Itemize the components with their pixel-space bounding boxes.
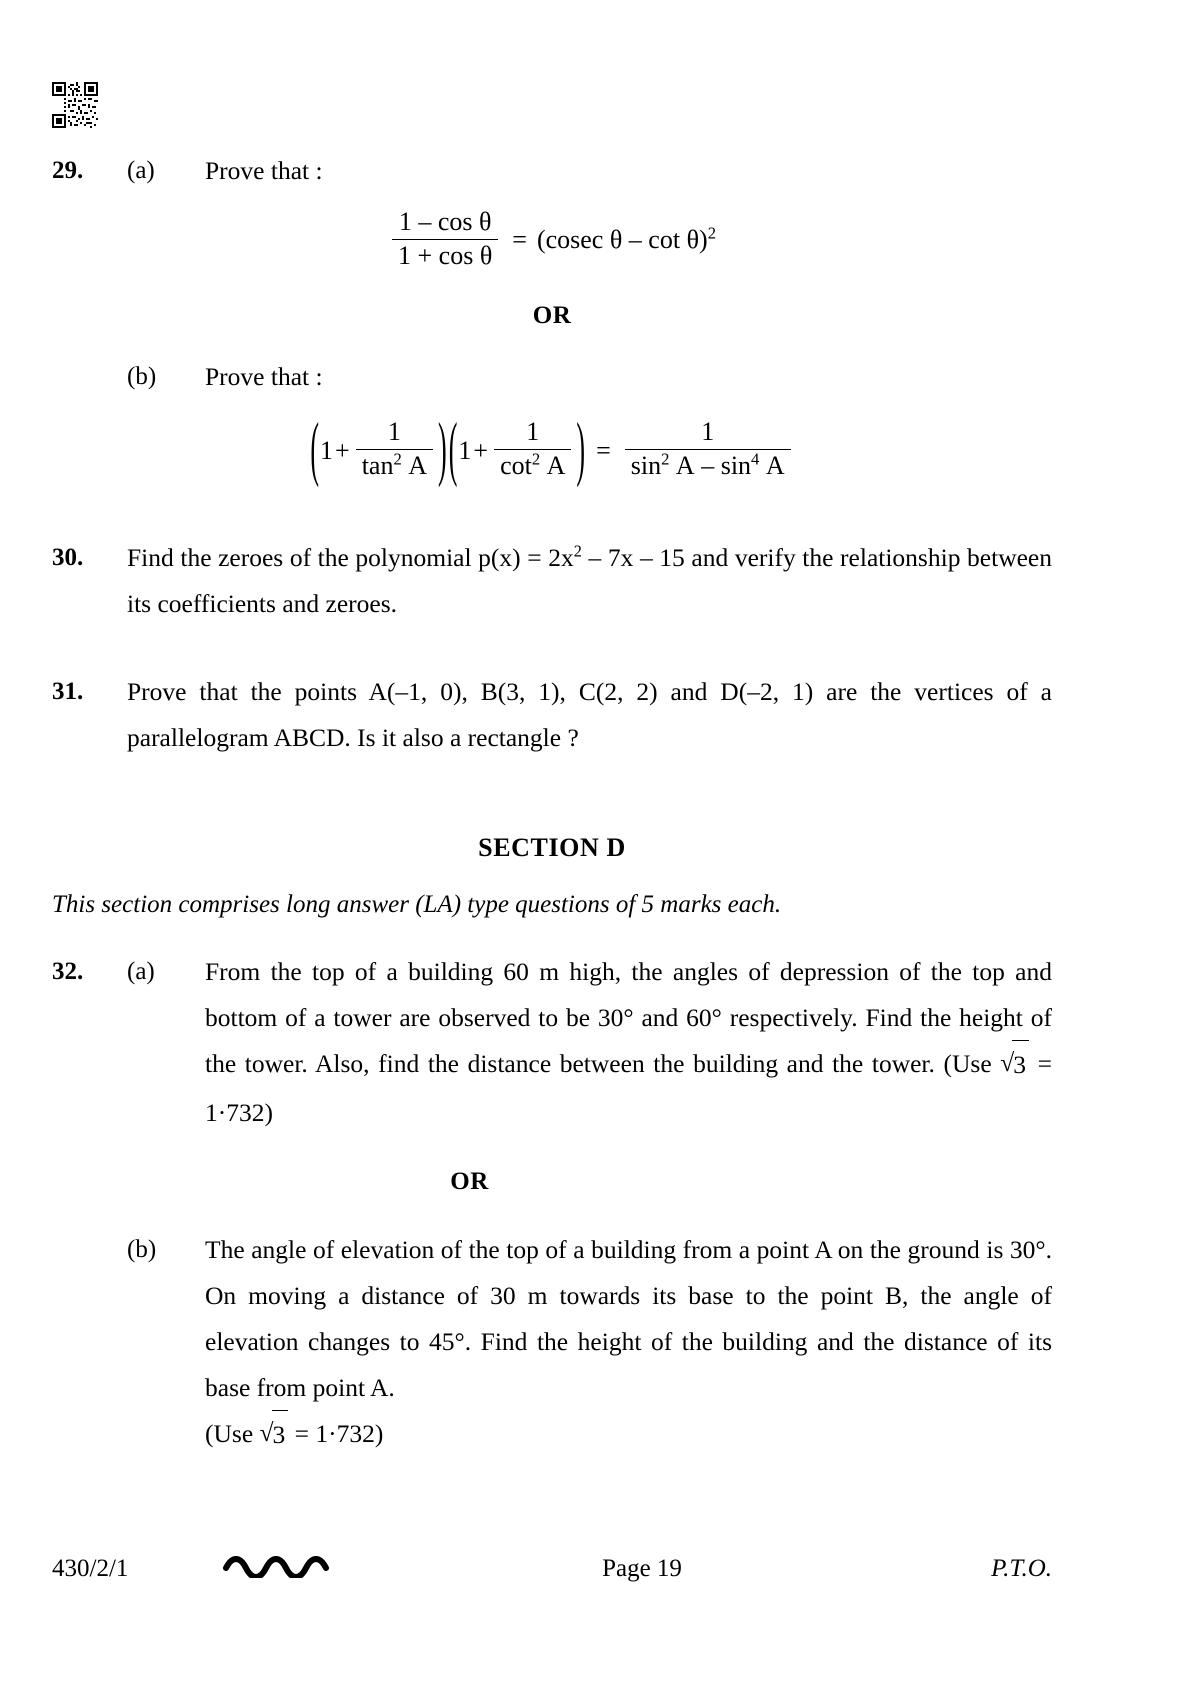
question-32 (52, 949, 1052, 1136)
paper-code: 430/2/1 (52, 1554, 129, 1582)
radicand-a: 3 (1012, 1040, 1029, 1088)
question-list (52, 148, 1052, 1460)
question-32b-use-post: = 1·732) (288, 1418, 384, 1448)
left-paren-2: ( (448, 408, 458, 489)
tan-fn: tan (361, 451, 394, 481)
question-32b-use-pre: (Use (205, 1418, 260, 1448)
radical-sign-a: √ (1000, 1047, 1015, 1077)
question-30-exponent: 2 (573, 541, 582, 561)
section-d-heading: SECTION D (478, 832, 626, 862)
fraction-sin (625, 417, 791, 481)
question-29-number: 29. (52, 157, 84, 184)
cot-var: A (546, 451, 566, 481)
question-31 (52, 669, 1052, 761)
rhs-29a-text: (cosec θ – cot θ) (536, 225, 708, 255)
term-2-plus: + (473, 435, 489, 465)
fraction-cot-numerator: 1 (494, 417, 571, 450)
question-32-number: 32. (52, 957, 84, 985)
question-32a-label: (a) (127, 957, 155, 985)
term-1-plus: + (335, 435, 350, 465)
sin2-exponent: 2 (661, 449, 670, 469)
radicand-b: 3 (272, 1410, 289, 1458)
equals-sign-29b: = (596, 435, 611, 465)
pto-label: P.T.O. (991, 1554, 1052, 1582)
question-31-number: 31. (52, 677, 84, 705)
question-29-or: OR (532, 302, 572, 330)
sin4-fn: sin (720, 451, 752, 481)
equals-sign-29a: = (512, 225, 527, 255)
qr-code (52, 82, 98, 128)
question-32a-text-pre: From the top of a building 60 m high, the angles of depression of the top and bottom of a tower are observed to be 30° and 60° respectively. Find the height of the tower. Also, find the distance between the building and the tower. (Use (205, 956, 1052, 1078)
question-30-text (127, 535, 1052, 627)
question-32b (52, 1227, 1052, 1460)
question-29b-prompt: Prove that : (205, 362, 323, 392)
question-32b-label: (b) (127, 1235, 157, 1263)
question-32a-text-post: = 1·732) (205, 1048, 1053, 1127)
cot-fn: cot (500, 451, 532, 481)
section-d-description: This section comprises long answer (LA) type questions of 5 marks each. (52, 890, 782, 918)
rhs-29a (537, 225, 716, 255)
radical-sign-b: √ (259, 1417, 274, 1447)
sqrt-3-b (260, 1410, 289, 1458)
question-32-or-row (52, 1158, 1052, 1205)
question-29a-label: (a) (127, 157, 155, 184)
question-29a-formula (52, 208, 1052, 272)
question-30-number: 30. (52, 543, 84, 571)
cot-exponent: 2 (531, 449, 541, 469)
question-32-or: OR (450, 1167, 489, 1195)
question-30 (52, 535, 1052, 627)
question-30-text-post: – 7x – 15 and verify the relationship between its coefficients and zeroes. (127, 542, 1052, 618)
sin4-var: A (765, 451, 785, 481)
sin2-var: A (675, 451, 695, 481)
term-1-one: 1 (320, 435, 334, 465)
question-29b-formula (52, 408, 1052, 489)
fraction-29a-numerator: 1 – cos θ (392, 207, 498, 240)
question-29 (52, 148, 1052, 194)
page-number: Page 19 (602, 1554, 682, 1582)
fraction-tan-numerator: 1 (356, 417, 433, 450)
question-29b-label: (b) (127, 363, 157, 391)
right-paren-2: ) (576, 408, 586, 489)
tan-var: A (408, 451, 428, 481)
fraction-tan (356, 417, 433, 481)
fraction-cot-denominator (494, 450, 571, 482)
question-30-text-pre: Find the zeroes of the polynomial p(x) = 2x (127, 542, 574, 572)
tan-exponent: 2 (393, 449, 402, 469)
fraction-sin-numerator: 1 (625, 417, 791, 450)
rhs-29a-exponent: 2 (707, 223, 716, 243)
right-paren-1: ) (438, 408, 447, 489)
fraction-tan-denominator (356, 450, 433, 482)
fraction-29a-denominator: 1 + cos θ (398, 240, 493, 270)
sin4-exponent: 4 (751, 449, 760, 469)
left-paren-1: ( (310, 408, 320, 489)
page-footer (52, 1552, 1052, 1585)
question-32-or-body (127, 1158, 1052, 1205)
sin2-fn: sin (630, 451, 662, 481)
question-31-text: Prove that the points A(–1, 0), B(3, 1), C(2, 2) and D(–2, 1) are the vertices of a parallelogram ABCD. Is it also a rectangle ? (127, 676, 1052, 752)
question-29b (52, 354, 1052, 400)
sin-minus: – (701, 451, 715, 481)
fraction-29a (392, 207, 498, 271)
fraction-cot (494, 417, 571, 481)
question-29a-prompt: Prove that : (205, 156, 323, 185)
fraction-sin-denominator (625, 450, 791, 482)
question-32b-text-pre: The angle of elevation of the top of a building from a point A on the ground is 30°. On moving a distance of 30 m towards its base to the point B, the angle of elevation changes to 45°. Find the height of the building and the distance of its base from point A. (205, 1234, 1052, 1402)
term-2-one: 1 (458, 435, 472, 465)
question-32a-text (205, 949, 1052, 1136)
sqrt-3-a (1000, 1040, 1029, 1088)
question-32b-text (205, 1227, 1052, 1460)
